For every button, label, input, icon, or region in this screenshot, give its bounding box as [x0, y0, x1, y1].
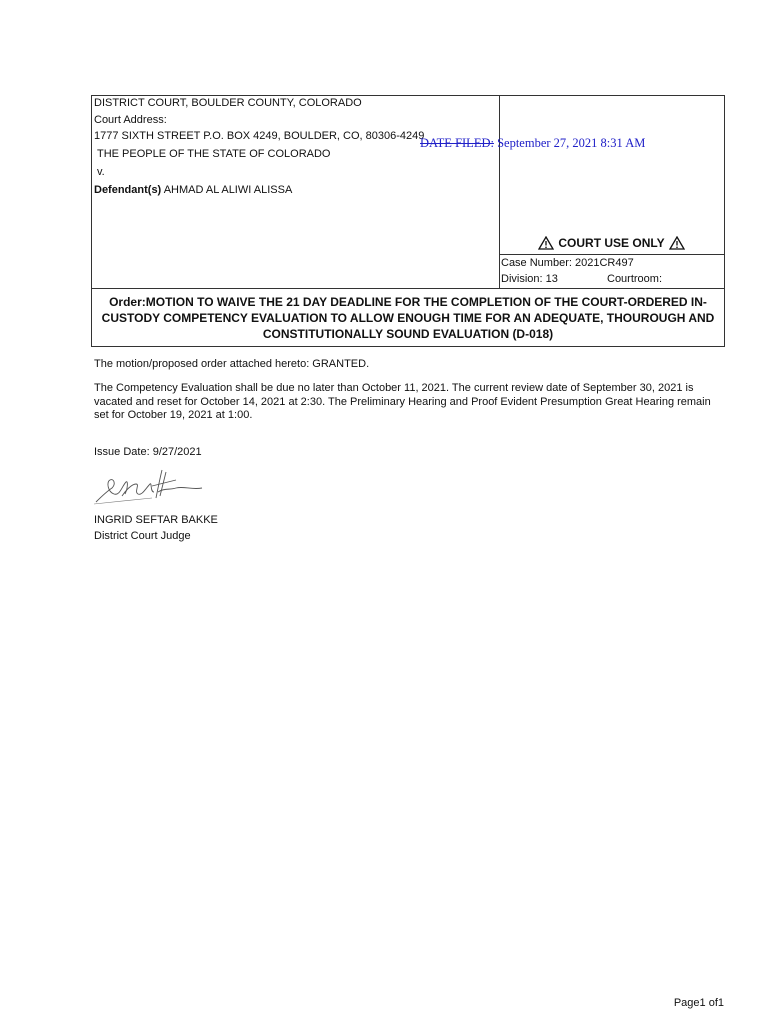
- courtroom-line: [607, 273, 662, 286]
- warning-triangle-icon: [669, 236, 685, 250]
- court-address: 1777 SIXTH STREET P.O. BOX 4249, BOULDER, CO, 80306-4249: [94, 130, 425, 142]
- defendant-line: [94, 184, 292, 197]
- date-filed-value: September 27, 2021 8:31 AM: [497, 136, 646, 150]
- case-number-value: 2021CR497: [574, 257, 634, 269]
- division-line: [501, 273, 558, 286]
- defendant-name: AHMAD AL ALIWI ALISSA: [163, 184, 293, 196]
- defendant-label: Defendant(s): [94, 184, 162, 196]
- signer-title: District Court Judge: [94, 530, 191, 542]
- court-use-only-label: COURT USE ONLY: [558, 236, 665, 250]
- order-paragraph: The Competency Evaluation shall be due no later than October 11, 2021. The current review date of September 30, 2021 is vacated and reset for October 14, 2021 at 2:30. The Preliminary Hearing and Proof Evident Presumption Great Hearing remain set for October 19, 2021 at 1:00.: [94, 382, 711, 421]
- caption-right-panel: [499, 96, 724, 288]
- plaintiff-name: THE PEOPLE OF THE STATE OF COLORADO: [97, 148, 331, 160]
- division-label: Division:: [501, 273, 543, 285]
- division-value: 13: [545, 273, 558, 285]
- date-filed-stamp: [420, 136, 645, 150]
- signer-name: INGRID SEFTAR BAKKE: [94, 514, 218, 526]
- page-number: Page1 of1: [673, 997, 724, 1009]
- courtroom-label: Courtroom:: [607, 273, 663, 285]
- warning-triangle-icon: [538, 236, 554, 250]
- granted-statement: The motion/proposed order attached hereto: GRANTED.: [94, 358, 370, 370]
- court-use-only-banner: [499, 232, 724, 255]
- case-number-label: Case Number:: [501, 257, 572, 269]
- order-title: Order:MOTION TO WAIVE THE 21 DAY DEADLINE FOR THE COMPLETION OF THE COURT-ORDERED IN-CUSTODY COMPETENCY EVALUATION TO ALLOW ENOUGH TIME FOR AN ADEQUATE, THOUROUGH AND CONSTITUTIONALLY SOUND EVALUATION (D-018): [101, 294, 715, 341]
- case-number-line: [501, 257, 634, 270]
- case-caption-box: [91, 95, 725, 289]
- court-name: DISTRICT COURT, BOULDER COUNTY, COLORADO: [94, 97, 362, 109]
- versus-label: v.: [97, 166, 105, 178]
- date-filed-label: DATE FILED:: [420, 136, 494, 150]
- issue-date: Issue Date: 9/27/2021: [94, 446, 202, 458]
- court-address-label: Court Address:: [94, 114, 167, 126]
- judge-signature: [92, 466, 212, 506]
- order-title-box: [91, 288, 725, 347]
- caption-left-panel: [92, 96, 500, 288]
